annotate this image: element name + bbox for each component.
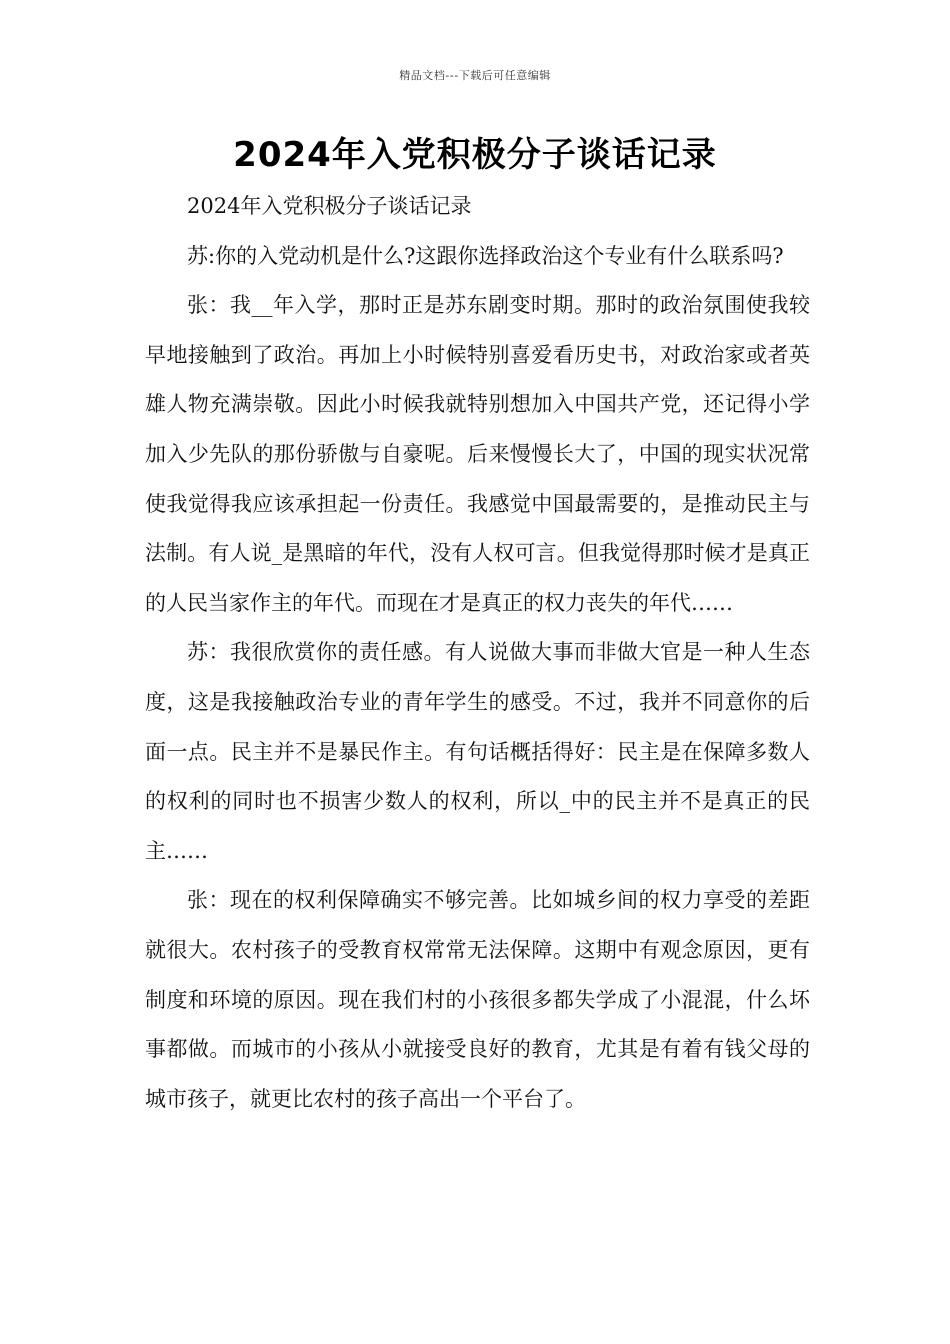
document-body — [145, 182, 810, 1124]
document-title: 2024年入党积极分子谈话记录 — [233, 135, 717, 175]
paragraph-zhang-reply: 张：现在的权利保障确实不够完善。比如城乡间的权力享受的差距就很大。农村孩子的受教育权常常无法保障。这期中有观念原因，更有制度和环境的原因。现在我们村的小孩很多都失学成了小混混，什么坏事都做。而城市的小孩从小就接受良好的教育，尤其是有着有钱父母的城市孩子，就更比农村的孩子高出一个平台了。 — [145, 888, 810, 1111]
paragraph-subtitle: 2024年入党积极分子谈话记录 — [187, 194, 472, 218]
paragraph-zhang-answer: 张：我__年入学，那时正是苏东剧变时期。那时的政治氛围使我较早地接触到了政治。再加上小时候特别喜爱看历史书，对政治家或者英雄人物充满崇敬。因此小时候我就特别想加入中国共产党，还记得小学加入少先队的那份骄傲与自豪呢。后来慢慢长大了，中国的现实状况常使我觉得我应该承担起一份责任。我感觉中国最需要的，是推动民主与法制。有人说_是黑暗的年代，没有人权可言。但我觉得那时候才是真正的人民当家作主的年代。而现在才是真正的权力丧失的年代…… — [145, 293, 810, 615]
header-note: 精品文档---下载后可任意编辑 — [399, 69, 551, 82]
paragraph-su-question: 苏:你的入党动机是什么?这跟你选择政治这个专业有什么联系吗? — [187, 243, 784, 268]
paragraph-su-reply: 苏：我很欣赏你的责任感。有人说做大事而非做大官是一种人生态度，这是我接触政治专业的青年学生的感受。不过，我并不同意你的后面一点。民主并不是暴民作主。有句话概括得好：民主是在保障多数人的权利的同时也不损害少数人的权利，所以_中的民主并不是真正的民主…… — [145, 640, 810, 863]
